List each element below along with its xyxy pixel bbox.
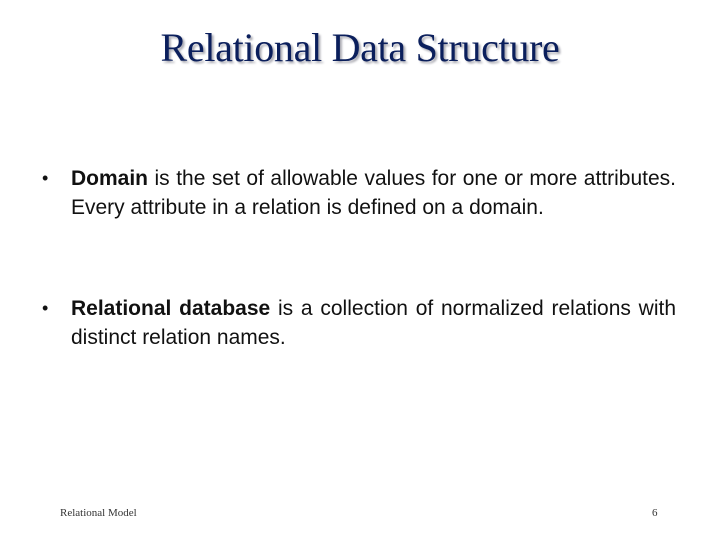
bullet-marker: • [42,168,49,188]
bullet-item-relational-database [40,294,676,352]
footer-label: Relational Model [60,507,137,519]
bullet-list [40,164,676,352]
slide-title: Relational Data Structure [160,25,560,70]
page-number: 6 [652,507,658,519]
bullet-term: Relational database [71,297,271,320]
bullet-text: is a collection of normalized relations with distinct relation names. [71,297,676,349]
bullet-item-domain [40,164,676,222]
bullet-term: Domain [71,167,149,190]
bullet-marker: • [42,298,49,318]
bullet-text: is the set of allowable values for one or more attributes. Every attribute in a relation is defined on a domain. [71,167,676,219]
